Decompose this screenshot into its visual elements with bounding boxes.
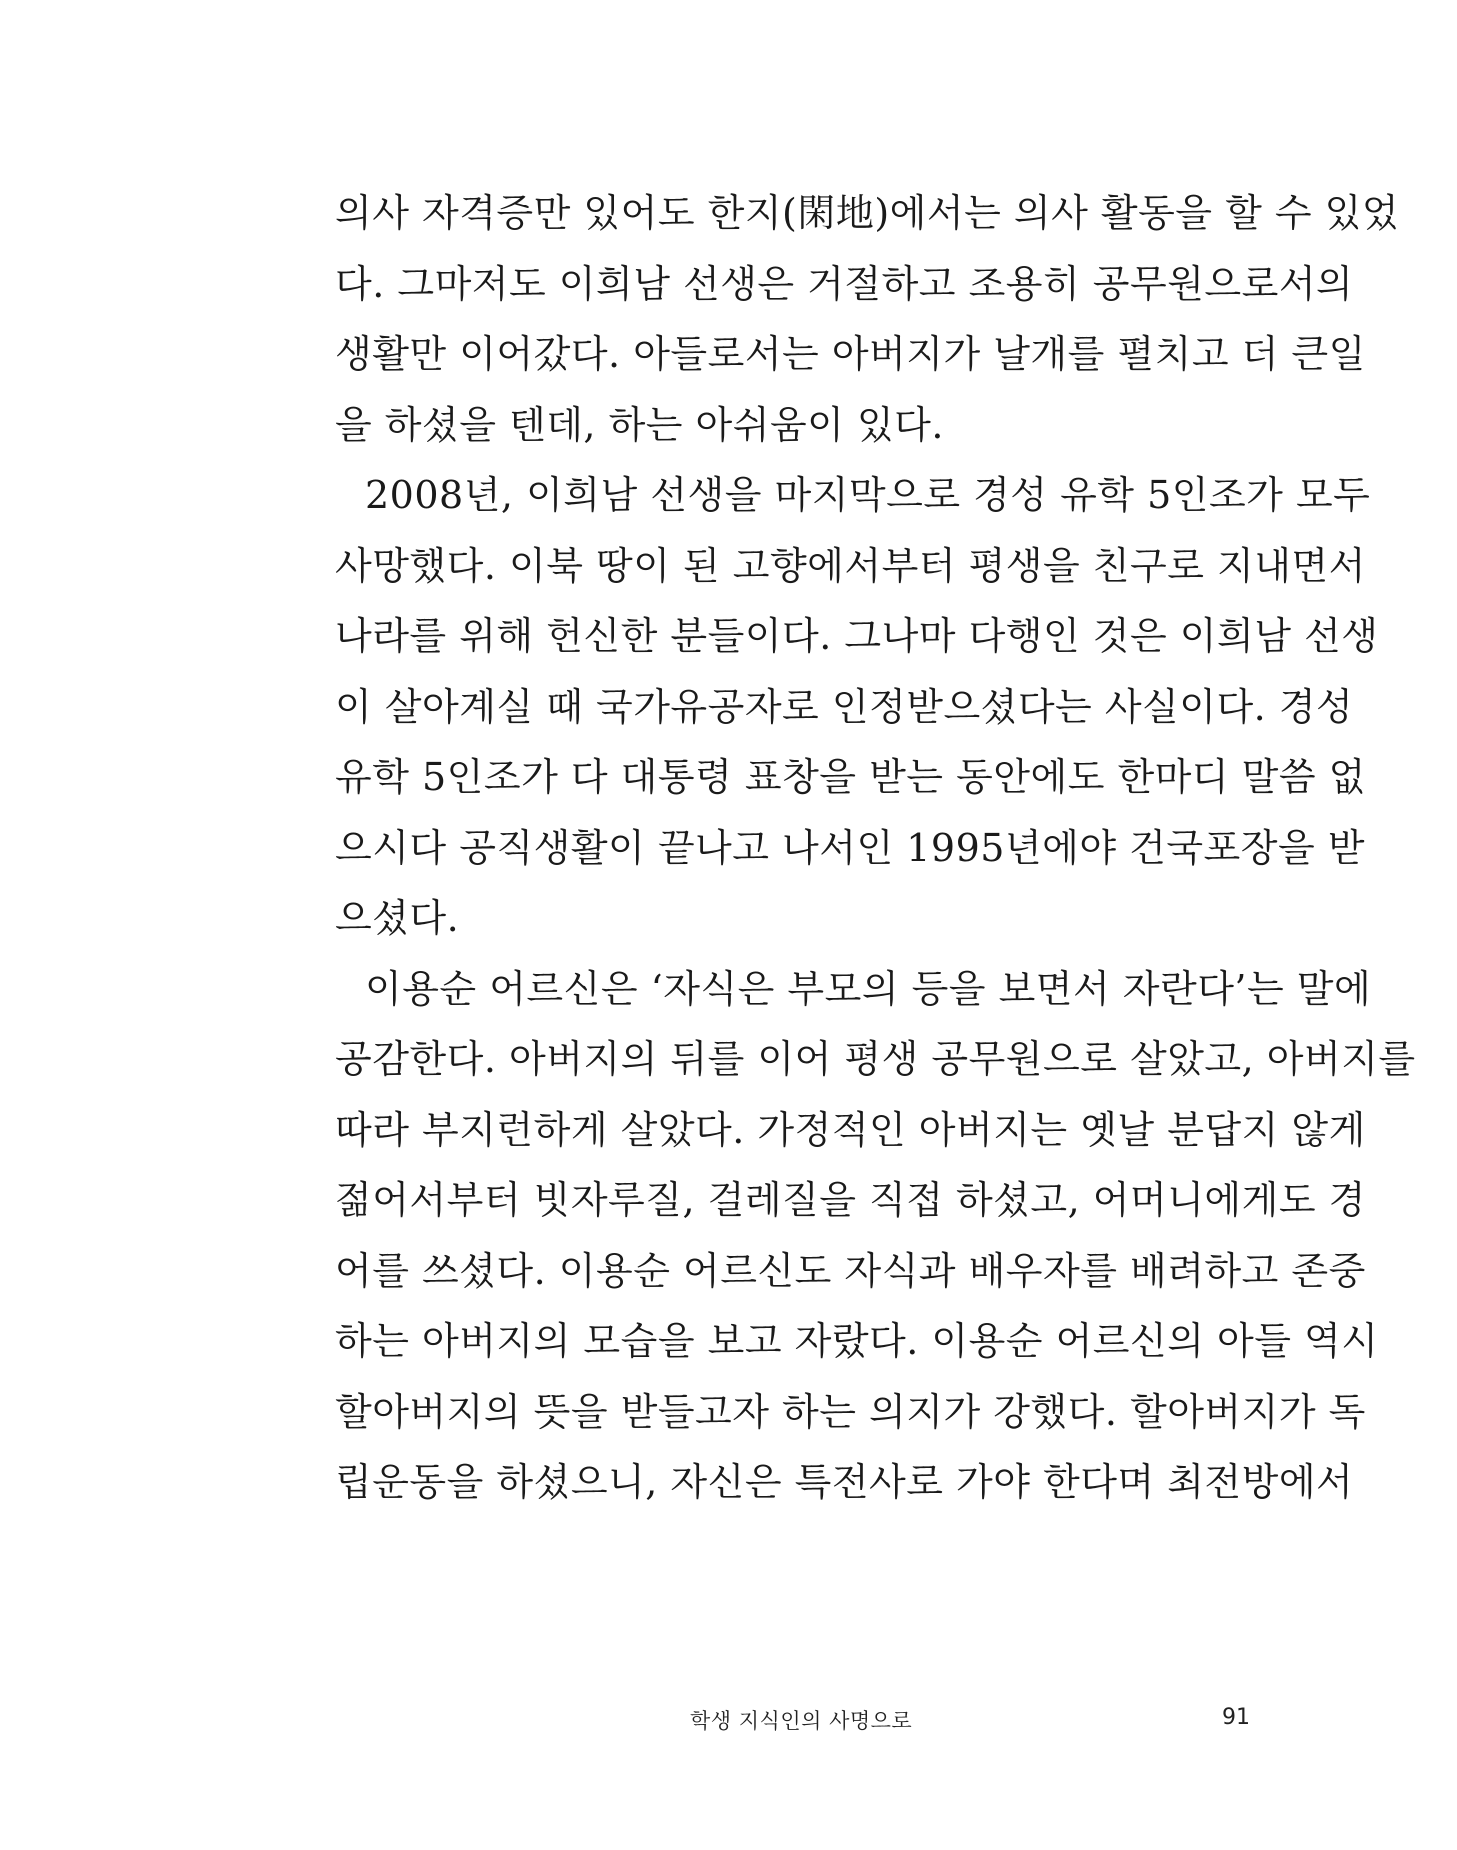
page-footer [0, 1705, 1457, 1745]
text-line: 2008년, 이희남 선생을 마지막으로 경성 유학 5인조가 모두 [365, 473, 1371, 517]
page-number: 91 [1222, 1705, 1250, 1730]
text-line: 이용순 어르신은 ‘자식은 부모의 등을 보면서 자란다’는 말에 [365, 966, 1372, 1011]
text-line: 젊어서부터 빗자루질, 걸레질을 직접 하셨고, 어머니에게도 경 [335, 1178, 1366, 1222]
text-line: 다. 그마저도 이희남 선생은 거절하고 조용히 공무원으로서의 [335, 261, 1354, 306]
text-line: 으셨다. [335, 896, 460, 940]
text-line: 사망했다. 이북 땅이 된 고향에서부터 평생을 친구로 지내면서 [335, 543, 1366, 588]
text-line: 공감한다. 아버지의 뒤를 이어 평생 공무원으로 살았고, 아버지를 [335, 1037, 1416, 1081]
text-line: 할아버지의 뜻을 받들고자 하는 의지가 강했다. 할아버지가 독 [335, 1389, 1366, 1434]
text-line: 생활만 이어갔다. 아들로서는 아버지가 날개를 펼치고 더 큰일 [335, 332, 1366, 376]
text-line: 으시다 공직생활이 끝나고 나서인 1995년에야 건국포장을 받 [335, 825, 1365, 870]
text-line: 나라를 위해 헌신한 분들이다. 그나마 다행인 것은 이희남 선생 [335, 614, 1379, 658]
running-title: 학생 지식인의 사명으로 [690, 1709, 913, 1733]
text-line: 이 살아계실 때 국가유공자로 인정받으셨다는 사실이다. 경성 [335, 684, 1354, 729]
body-text [335, 178, 1416, 1518]
text-line: 유학 5인조가 다 대통령 표창을 받는 동안에도 한마디 말씀 없 [335, 755, 1366, 799]
text-line: 의사 자격증만 있어도 한지(閑地)에서는 의사 활동을 할 수 있었 [335, 191, 1400, 235]
text-line: 하는 아버지의 모습을 보고 자랐다. 이용순 어르신의 아들 역시 [335, 1319, 1379, 1363]
text-line: 립운동을 하셨으니, 자신은 특전사로 가야 한다며 최전방에서 [335, 1460, 1354, 1504]
text-line: 따라 부지런하게 살았다. 가정적인 아버지는 옛날 분답지 않게 [335, 1107, 1366, 1152]
text-line: 을 하셨을 텐데, 하는 아쉬움이 있다. [335, 402, 944, 447]
text-line: 어를 쓰셨다. 이용순 어르신도 자식과 배우자를 배려하고 존중 [335, 1248, 1366, 1293]
